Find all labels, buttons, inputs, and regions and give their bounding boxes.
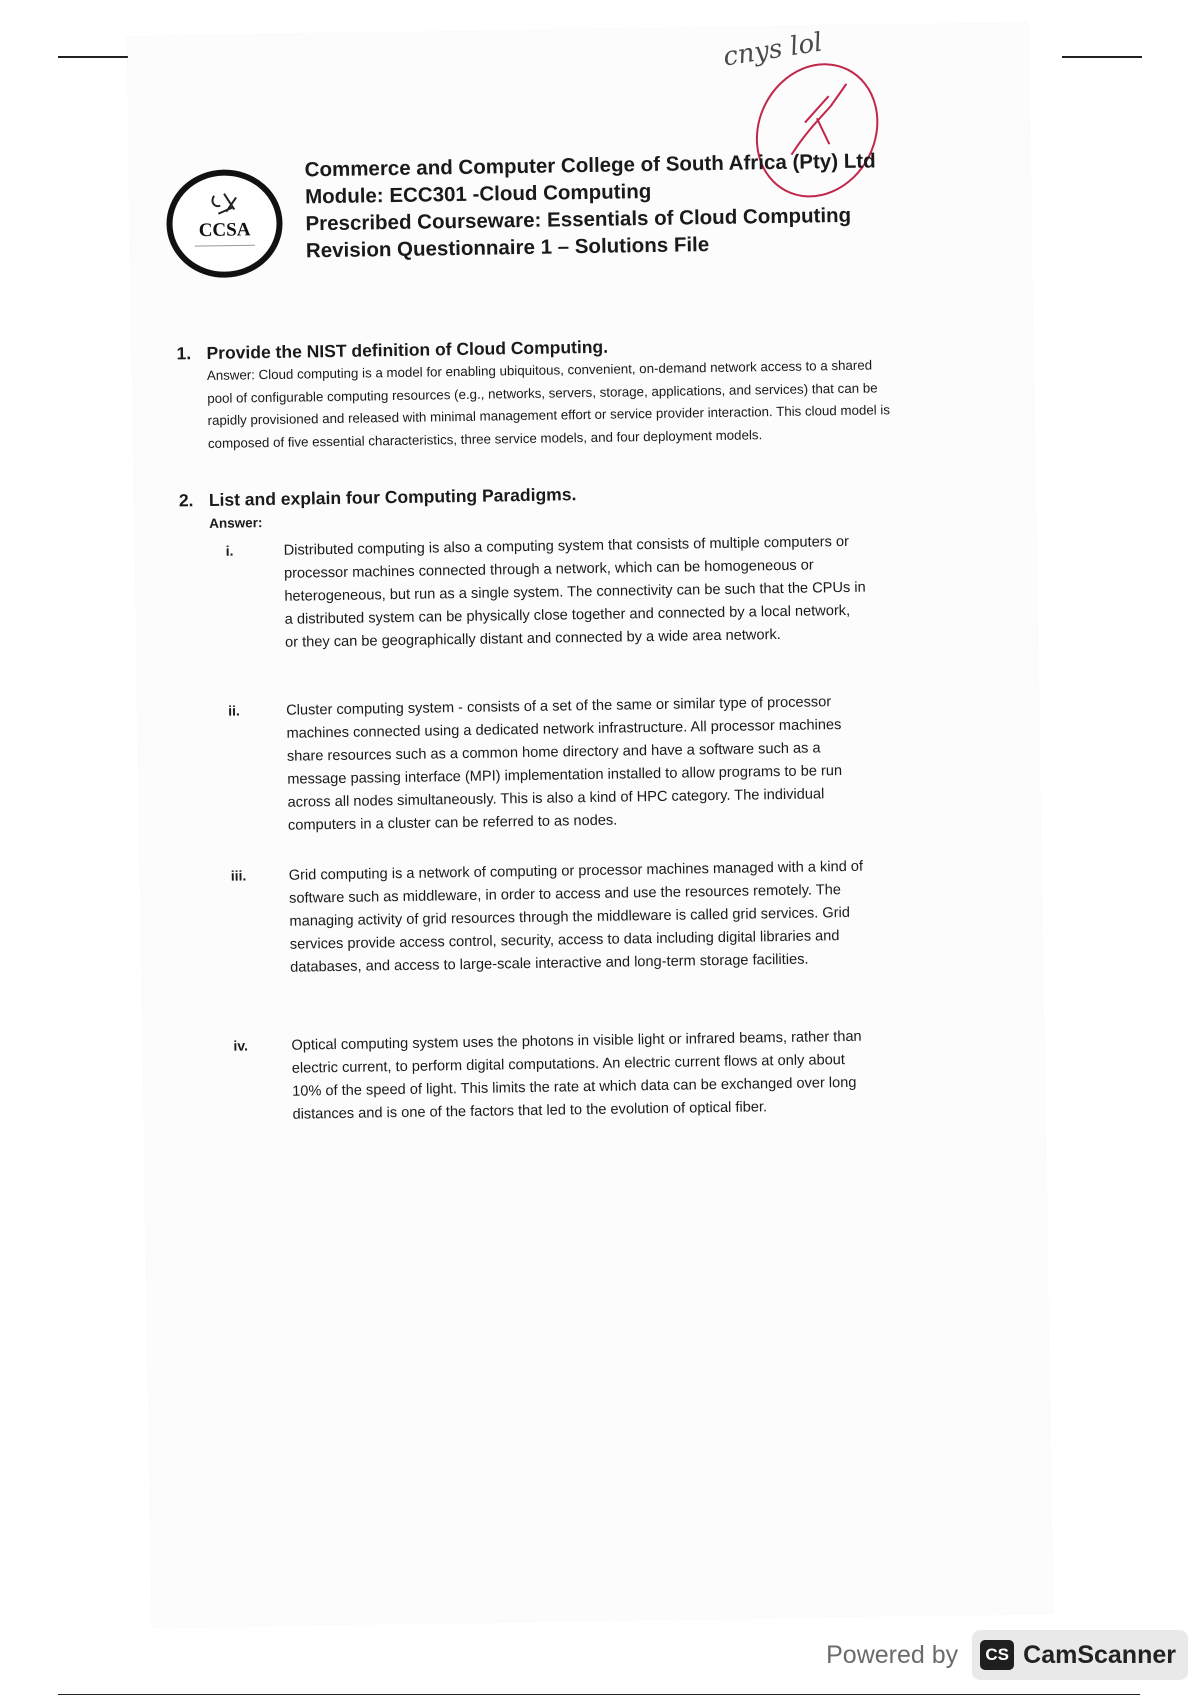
item-numeral: i. <box>225 542 234 559</box>
question-number: 2. <box>178 490 194 511</box>
top-left-rule <box>58 56 138 58</box>
courseware-name: Prescribed Courseware: Essentials of Cloud Computing <box>305 203 852 236</box>
item-numeral: ii. <box>228 702 240 719</box>
paradigm-item <box>233 1026 874 1128</box>
question-text: List and explain four Computing Paradigms. <box>208 484 577 510</box>
camscanner-icon: CS <box>980 1640 1014 1670</box>
paradigm-item <box>225 531 867 656</box>
paradigm-item <box>228 691 870 839</box>
item-numeral: iv. <box>233 1037 249 1054</box>
module-name: Module: ECC301 -Cloud Computing <box>304 179 652 209</box>
document-header <box>304 147 926 265</box>
paradigm-item <box>231 856 873 981</box>
camscanner-badge <box>972 1630 1188 1680</box>
scanned-page <box>128 23 1053 1627</box>
item-numeral: iii. <box>230 867 247 884</box>
item-text: Grid computing is a network of computing or processor machines managed with a kind of software such as middleware, in order to access and use the resources remotely. The managing activity of grid resources through the middleware is called grid services. Grid services provide access control, security, access to data including digital libraries and databases, and access to large-scale interactive and long-term storage facilities. <box>288 858 864 976</box>
question-text: Provide the NIST definition of Cloud Computing. <box>206 336 609 363</box>
camscanner-name: CamScanner <box>1023 1640 1176 1669</box>
bottom-rule <box>58 1694 1140 1695</box>
question-2 <box>179 477 900 534</box>
document-title: Revision Questionnaire 1 – Solutions File <box>305 233 710 263</box>
question-1 <box>176 330 898 455</box>
item-text: Optical computing system uses the photons in visible light or infrared beams, rather than electric current, to perform digital computations. An electric current flows at only about 10% of the speed of light. This limits the rate at which data can be exchanged over long distances and is one of the factors that led to the evolution of optical fiber. <box>291 1028 862 1123</box>
answer-label: Answer: <box>209 515 263 531</box>
institution-name: Commerce and Computer College of South Africa (Pty) Ltd <box>304 149 876 182</box>
camscanner-watermark <box>818 1630 1188 1680</box>
handwritten-note: cnys lol <box>721 27 825 73</box>
ccsa-logo <box>164 167 286 286</box>
question-number: 1. <box>176 343 192 364</box>
powered-by-text: Powered by <box>826 1640 959 1669</box>
logo-text: CCSA <box>198 219 251 242</box>
answer-text: Answer: Cloud computing is a model for enabling ubiquitous, convenient, on-demand network access to a shared pool of configurable computing resources (e.g., networks, servers, storage, applications, and services) that can be rapidly provisioned and released with minimal management effort or service provider interaction. This cloud model is composed of five essential characteristics, three service models, and four deployment models. <box>206 357 891 451</box>
top-right-rule <box>1062 56 1142 58</box>
item-text: Distributed computing is also a computing system that consists of multiple computers or processor machines connected through a network, which can be homogeneous or heterogeneous, but run as a single system. The connectivity can be such that the CPUs in a distributed system can be physically close together and connected by a local network, or they can be geographically distant and connected by a wide area network. <box>283 533 866 651</box>
item-text: Cluster computing system - consists of a set of the same or similar type of processor machines connected using a dedicated network infrastructure. All processor machines share resources such as a common home directory and have a software such as a message passing interface (MPI) implementation installed to allow programs to be run across all nodes simultaneously. This is also a kind of HPC category. The individual computers in a cluster can be referred to as nodes. <box>286 694 843 834</box>
